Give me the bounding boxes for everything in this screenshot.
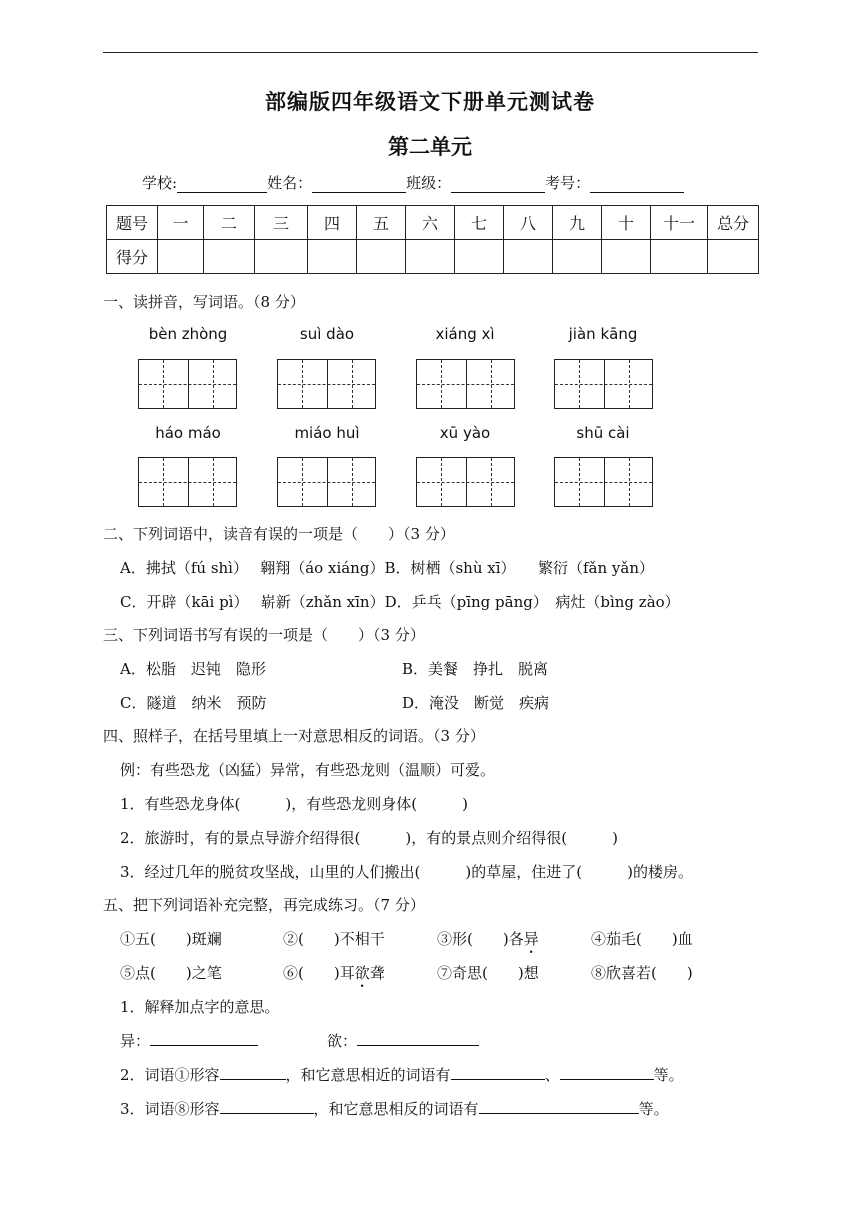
class-label: 班级： [406, 174, 452, 192]
score-header-cell: 五 [357, 206, 406, 240]
q1-title: 一、读拼音，写词语。（8 分） [103, 293, 305, 311]
sub2-text: ，和它意思相近的词语有 [285, 1066, 451, 1084]
score-header-cell: 题号 [107, 206, 158, 240]
q5-sub3 [120, 1098, 669, 1119]
score-value-row [107, 240, 759, 274]
sub2-blank[interactable] [560, 1065, 654, 1080]
pinyin-label: jiàn kāng [568, 325, 638, 343]
pinyin-label: suì dào [299, 325, 355, 343]
q5-word: ⑦奇思( )想 [437, 964, 539, 982]
writing-grid[interactable] [416, 457, 515, 507]
score-cell[interactable] [406, 240, 455, 274]
q5-word-text: ③形( )各 [437, 930, 524, 948]
score-header-cell: 十 [602, 206, 651, 240]
q4-title: 四、照样子，在括号里填上一对意思相反的词语。（3 分） [103, 727, 485, 745]
class-blank[interactable] [451, 176, 545, 193]
yu-label: 欲： [327, 1032, 358, 1050]
score-header-cell: 九 [553, 206, 602, 240]
score-cell[interactable] [255, 240, 308, 274]
q5-yi-line [120, 1030, 258, 1051]
score-table [106, 205, 759, 274]
score-header-cell: 总分 [708, 206, 759, 240]
sub3-text: 3．词语⑧形容 [120, 1100, 220, 1118]
pinyin-label: miáo huì [294, 424, 360, 442]
q5-sub2 [120, 1064, 684, 1085]
school-label: 学校: [142, 174, 178, 192]
dotted-char: 异 [523, 930, 539, 948]
q5-word: ④茄毛( )血 [591, 930, 693, 948]
score-cell[interactable] [553, 240, 602, 274]
name-label: 姓名： [267, 174, 313, 192]
sub2-blank[interactable] [220, 1065, 286, 1080]
score-cell[interactable] [204, 240, 255, 274]
sub2-text: 2．词语①形容 [120, 1066, 220, 1084]
writing-grid[interactable] [138, 359, 237, 409]
score-header-row [107, 206, 759, 240]
score-header-cell: 三 [255, 206, 308, 240]
number-blank[interactable] [590, 176, 684, 193]
sub2-text: 、 [544, 1066, 560, 1084]
sub2-blank[interactable] [451, 1065, 545, 1080]
yu-blank[interactable] [357, 1031, 479, 1046]
sub3-blank[interactable] [220, 1099, 314, 1114]
q5-yu-line [327, 1030, 479, 1051]
score-header-cell: 六 [406, 206, 455, 240]
q2-options-cd: C．开辟（kāi pì） 崭新（zhǎn xīn）D．乒乓（pīng pāng） 病灶（bìng zào） [120, 593, 680, 611]
score-cell[interactable] [602, 240, 651, 274]
sub2-text: 等。 [653, 1066, 684, 1084]
q5-word-text: ⑥( )耳 [283, 964, 355, 982]
score-header-cell: 一 [158, 206, 204, 240]
pinyin-label: bèn zhòng [148, 325, 228, 343]
score-cell[interactable] [455, 240, 504, 274]
score-header-cell: 十一 [651, 206, 708, 240]
page-subtitle: 第二单元 [388, 134, 472, 159]
sub3-text: ，和它意思相反的词语有 [313, 1100, 479, 1118]
q3-title: 三、下列词语书写有误的一项是（ ）（3 分） [103, 626, 425, 644]
sub3-blank[interactable] [479, 1099, 639, 1114]
score-cell[interactable] [357, 240, 406, 274]
score-header-cell: 七 [455, 206, 504, 240]
student-info-line [142, 172, 684, 193]
score-row-label: 得分 [107, 240, 158, 274]
dotted-char: 欲 [354, 964, 370, 982]
writing-grid[interactable] [138, 457, 237, 507]
q2-title: 二、下列词语中，读音有误的一项是（ ）（3 分） [103, 525, 455, 543]
score-cell[interactable] [708, 240, 759, 274]
sub3-text: 等。 [638, 1100, 669, 1118]
school-blank[interactable] [177, 176, 267, 193]
q4-item: 3．经过几年的脱贫攻坚战，山里的人们搬出( )的草屋，住进了( )的楼房。 [120, 863, 693, 881]
number-label: 考号： [545, 174, 591, 192]
writing-grid[interactable] [554, 457, 653, 507]
q4-item: 1．有些恐龙身体( )，有些恐龙则身体( ) [120, 795, 468, 813]
q5-sub1: 1．解释加点字的意思。 [120, 998, 280, 1016]
page-title: 部编版四年级语文下册单元测试卷 [265, 89, 595, 114]
name-blank[interactable] [312, 176, 406, 193]
q5-word [437, 928, 539, 957]
pinyin-label: háo máo [155, 424, 221, 442]
q5-word [283, 962, 385, 991]
q5-word: ⑤点( )之笔 [120, 964, 222, 982]
q5-word: ②( )不相干 [283, 930, 385, 948]
q5-title: 五、把下列词语补充完整，再完成练习。（7 分） [103, 896, 425, 914]
pinyin-label: xiáng xì [435, 325, 495, 343]
q5-word: ①五( )斑斓 [120, 930, 222, 948]
q3-option-d: D．淹没 断觉 疾病 [402, 694, 550, 712]
score-header-cell: 二 [204, 206, 255, 240]
q4-item: 2．旅游时，有的景点导游介绍得很( )，有的景点则介绍得很( ) [120, 829, 618, 847]
score-cell[interactable] [651, 240, 708, 274]
writing-grid[interactable] [277, 359, 376, 409]
score-cell[interactable] [308, 240, 357, 274]
writing-grid[interactable] [416, 359, 515, 409]
score-cell[interactable] [158, 240, 204, 274]
writing-grid[interactable] [554, 359, 653, 409]
q3-option-a: A．松脂 迟钝 隐形 [120, 660, 266, 678]
q5-word: ⑧欣喜若( ) [591, 964, 693, 982]
q2-options-ab: A．拂拭（fú shì） 翱翔（áo xiáng）B．树栖（shù xī） 繁衍（fǎn yǎn） [120, 559, 655, 577]
score-header-cell: 八 [504, 206, 553, 240]
writing-grid[interactable] [277, 457, 376, 507]
q5-word-text: 聋 [369, 964, 385, 982]
q3-option-c: C．隧道 纳米 预防 [120, 694, 267, 712]
q4-example: 例：有些恐龙（凶猛）异常，有些恐龙则（温顺）可爱。 [120, 761, 496, 779]
pinyin-label: shū cài [576, 424, 630, 442]
yi-blank[interactable] [150, 1031, 258, 1046]
score-header-cell: 四 [308, 206, 357, 240]
header-rule [103, 52, 758, 53]
q3-option-b: B．美餐 挣扎 脱离 [402, 660, 549, 678]
yi-label: 异： [120, 1032, 151, 1050]
pinyin-label: xū yào [439, 424, 491, 442]
score-cell[interactable] [504, 240, 553, 274]
